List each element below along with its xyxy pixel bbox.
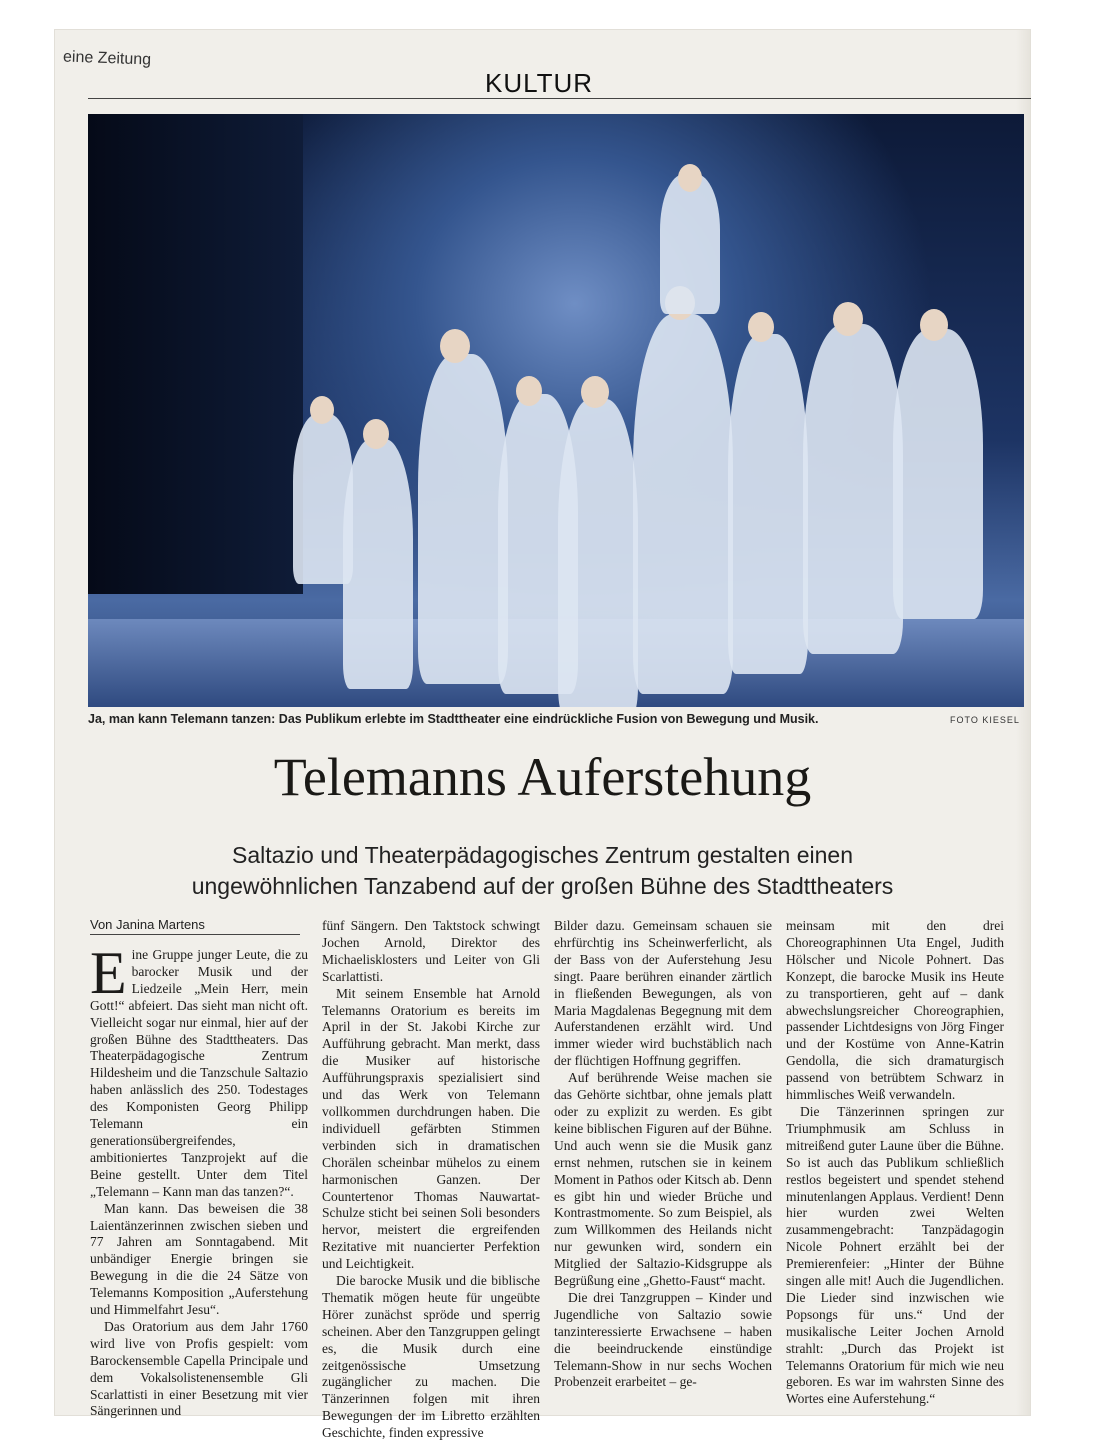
masthead: eine Zeitung [62, 48, 152, 69]
dancer-figure [803, 324, 903, 654]
dancer-figure [633, 314, 733, 694]
photo-credit: FOTO KIESEL [950, 715, 1020, 725]
dancer-figure [558, 399, 638, 707]
dancer-figure [660, 174, 720, 314]
subhead-line: Saltazio und Theaterpädagogisches Zentrum gestalten einen [232, 842, 853, 868]
article-paragraph: meinsam mit den drei Choreographinnen Uta Engel, Judith Hölscher und Nicole Pohnert. Das Konzept, die barocke Musik ins Heute zu transportieren, geht auf – dank abwechslungsreicher Choreographien, passender Lichtdesigns von Jörg Finger und der Kostüme von Anne-Katrin Gendolla, die sich dramaturgisch passend von betrübtem Schwarz in himmlisches Weiß verwandeln. [786, 918, 1004, 1103]
article-paragraph: Bilder dazu. Gemeinsam schauen sie ehrfürchtig ins Scheinwerferlicht, als der Bass von der Auferstehung Jesu singt. Paare berühren einander zärtlich in fließenden Bewegungen, als von Maria Magdalenas Begegnung mit dem Auferstandenen erzählt wird. Und immer wieder wird buchstäblich nach der flüchtigen Hoffnung gegriffen. [554, 918, 772, 1069]
dancer-figure [893, 329, 983, 619]
dancer-head [516, 376, 542, 406]
subheadline [55, 840, 1030, 902]
paragraph-text: ine Gruppe junger Leute, die zu barocker Musik und der Liedzeile „Mein Herr, mein Gott!“ abfeiert. Das sieht man nicht oft. Vielleicht sogar nur einmal, hier auf der großen Bühne des Stadttheaters. Das Theaterpädagogische Zentrum Hildesheim und die Tanzschule Saltazio haben anlässlich des 250. Todestages des Komponisten Georg Philipp Telemann ein generationsübergreifendes, ambitioniertes Tanzprojekt auf die Beine gestellt. Unter dem Titel „Telemann – Kann man das tanzen?“. [90, 947, 308, 1199]
dancer-head [678, 164, 702, 192]
article-paragraph: Die drei Tanzgruppen – Kinder und Jugendliche von Saltazio sowie tanzinteressierte Erwachsene – haben die beeindruckende einstündige Telemann-Show in nur sechs Wochen Probenzeit erarbeitet – ge- [554, 1289, 772, 1390]
article-column-3 [554, 918, 772, 1391]
dancer-figure [418, 354, 508, 684]
subhead-line: ungewöhnlichen Tanzabend auf der großen Bühne des Stadttheaters [191, 873, 894, 899]
byline: Von Janina Martens [90, 917, 205, 932]
section-rule [88, 98, 1031, 99]
article-paragraph: Die barocke Musik und die biblische Thematik mögen heute für ungeübte Hörer zunächst spröde und sperrig scheinen. Aber den Tanzgruppen gelingt es, die Musik durch eine zeitgenössische Umsetzung zugänglicher zu machen. Die Tänzerinnen folgen mit ihren Bewegungen der im Libretto erzählten Geschichte, finden expressive [322, 1273, 540, 1441]
byline-rule [90, 934, 300, 935]
dancer-head [581, 376, 609, 408]
article-paragraph: Mit seinem Ensemble hat Arnold Telemanns Oratorium es bereits im April in der St. Jakobi Kirche zur Aufführung gebracht. Man merkt, dass die Musiker auf historische Aufführungspraxis spezialisiert sind und das Werk von Telemann vollkommen durchdrungen haben. Die individuell gefärbten Stimmen verbinden sich in dramatischen Chorälen scheinbar mühelos zu einem harmonischen Ganzen. Der Countertenor Thomas Nauwartat-Schulze sticht bei seinen Soli besonders hervor, meistert die ergreifenden Rezitative mit nuancierter Perfektion und Leichtigkeit. [322, 985, 540, 1272]
drop-cap: E [90, 940, 127, 1006]
dancer-head [310, 396, 334, 424]
article-column-4 [786, 918, 1004, 1408]
dancer-head [748, 312, 774, 342]
article-paragraph: Die Tänzerinnen springen zur Triumphmusik am Schluss in mitreißend guter Laune über die Bühne. So ist auch das Publikum schließlich restlos begeistert und spendet stehend minutenlangen Applaus. Verdient! Denn hier wurden zwei Welten zusammengebracht: Tanzpädagogin Nicole Pohnert erzählt bei der Premierenfeier: „Hinter der Bühne singen alle mit! Auch die Jugendlichen. Die Lieder sind inzwischen wie Popsongs für uns.“ Und der musikalische Leiter Jochen Arnold strahlt: „Durch das Projekt ist Telemanns Oratorium für mich wie neu geboren. Es war im wahrsten Sinne des Wortes eine Auferstehung.“ [786, 1103, 1004, 1407]
dancer-figure [728, 334, 808, 674]
dancer-head [920, 309, 948, 341]
dancer-head [833, 302, 863, 336]
stage-curtain [88, 114, 303, 594]
article-column-2 [322, 918, 540, 1442]
article-paragraph: Das Oratorium aus dem Jahr 1760 wird live von Profis gespielt: vom Barockensemble Capella Principale und dem Vokalsolistenensemble Gli Scarlattisti in einer Besetzung mit vier Sängerinnen und [90, 1318, 308, 1419]
headline: Telemanns Auferstehung [273, 747, 812, 807]
dance-photo [88, 114, 1024, 707]
dancer-figure [343, 439, 413, 689]
dancer-head [363, 419, 389, 449]
photo-caption: Ja, man kann Telemann tanzen: Das Publikum erlebte im Stadttheater eine eindrückliche Fusion von Bewegung und Musik. [88, 712, 819, 726]
article-paragraph: Auf berührende Weise machen sie das Gehörte sichtbar, ohne jemals platt oder zu explizit zu werden. Es gibt keine biblischen Figuren auf der Bühne. Und auch wenn sie die Musik ganz ernst nehmen, rutschen sie in keinem Moment in Pathos oder Kitsch ab. Denn es gibt hin und wieder Brüche und Kontrastmomente. So zum Beispiel, als zum Willkommen des Heilands nicht nur gewunken wird, sondern ein Mitglied der Saltazio-Kidsgruppe als Begrüßung eine „Ghetto-Faust“ macht. [554, 1070, 772, 1289]
dancer-head [440, 329, 470, 363]
article-paragraph [90, 940, 308, 1201]
article-column-1 [90, 940, 308, 1420]
article-paragraph: Man kann. Das beweisen die 38 Laientänzerinnen zwischen sieben und 77 Jahren am Sonntagabend. Mit unbändiger Energie bringen sie Bewegung in die die 24 Sätze von Telemanns Komposition „Auferstehung und Himmelfahrt Jesu“. [90, 1200, 308, 1318]
newspaper-page [55, 30, 1030, 1441]
article-paragraph: fünf Sängern. Den Taktstock schwingt Jochen Arnold, Direktor des Michaelisklosters und Leiter von Gli Scarlattisti. [322, 918, 540, 984]
section-title: KULTUR [485, 68, 594, 98]
